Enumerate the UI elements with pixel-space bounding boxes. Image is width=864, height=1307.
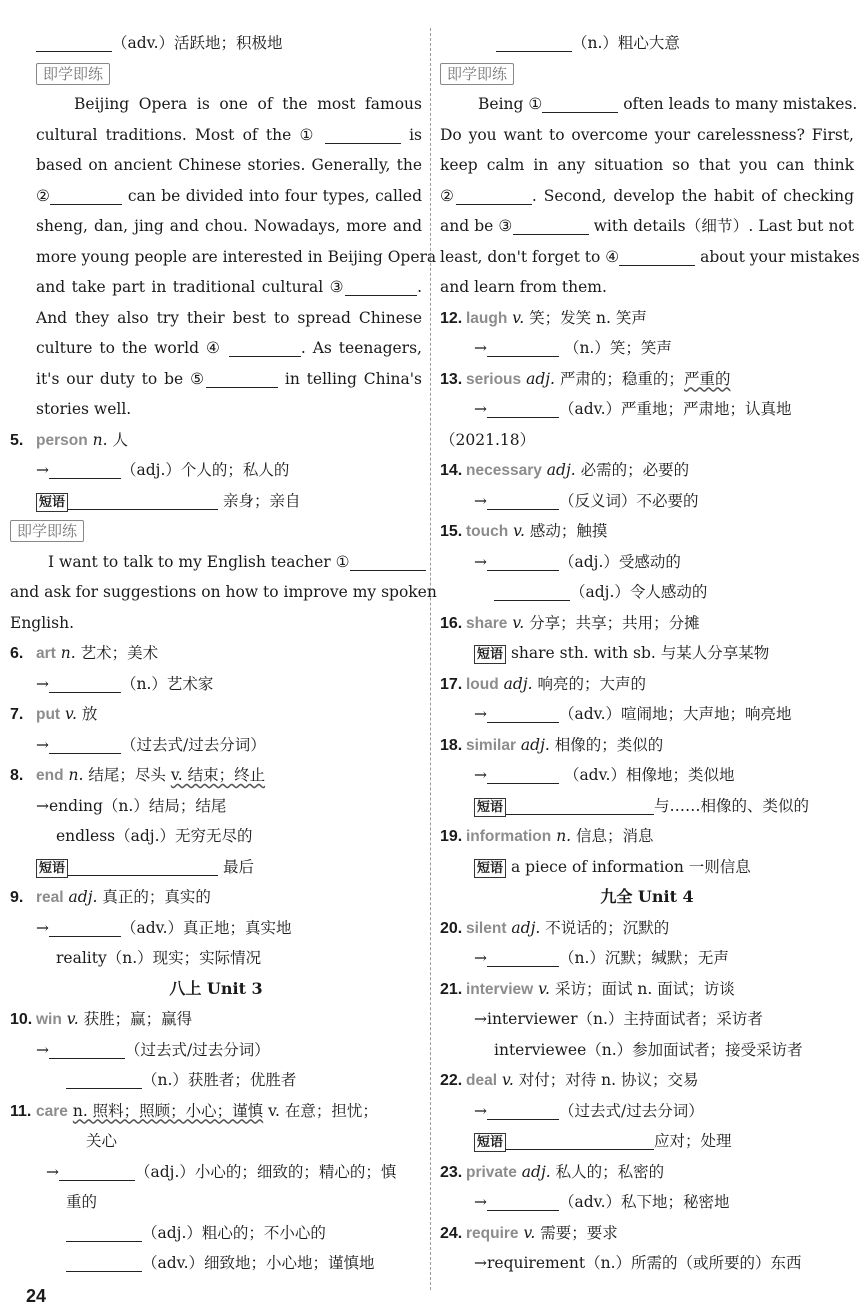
phrase-label: 短语 (474, 859, 506, 878)
vocab-item-13: 13. serious adj. 严肃的；稳重的；严重的 (440, 369, 731, 388)
vocab-item-19: 19. information n. 信息；消息 (440, 827, 654, 845)
vocab-item-21: 21. interview v. 采访；面试 n. 面试；访谈 (440, 979, 735, 998)
answer-blank-2[interactable] (50, 186, 122, 205)
answer-blank[interactable] (487, 552, 559, 571)
answer-blank[interactable] (487, 491, 559, 510)
answer-blank[interactable] (36, 33, 112, 52)
page-number: 24 (26, 1286, 47, 1306)
answer-blank[interactable] (487, 1192, 559, 1211)
answer-blank[interactable] (49, 460, 121, 479)
carelessness-passage: Being ① often leads to many mistakes. Do you want to overcome your carelessness? First, keep calm in any situation so that you can think ② . Second, develop the habit of checking and be ③ with details（细节）. Last but not least, don't forget to ④ about your mistakes and learn from them. (440, 95, 860, 296)
vocab-item-17: 17. loud adj. 响亮的；大声的 (440, 674, 647, 693)
vocab-item-8: 8. end n. 结尾；尽头 v. 结束；终止 (10, 766, 266, 784)
phrase-label: 短语 (474, 798, 506, 817)
practice-tag-row-2 (10, 516, 422, 547)
item-11-n-line: （n.）粗心大意 (440, 28, 854, 59)
vocab-item-24: 24. require v. 需要；要求 (440, 1223, 618, 1242)
answer-blank[interactable] (68, 491, 218, 510)
answer-blank-3[interactable] (513, 216, 589, 235)
vocab-item-11: 11. care n. 照料；照顾；小心；谨慎 v. 在意；担忧； (10, 1101, 378, 1120)
vocab-item-10: 10. win v. 获胜；赢；赢得 (10, 1010, 193, 1028)
practice-tag-row-3 (440, 59, 854, 90)
vocab-item-12: 12. laugh v. 笑；发笑 n. 笑声 (440, 308, 647, 327)
vocab-item-14: 14. necessary adj. 必需的；必要的 (440, 461, 690, 479)
answer-blank-1[interactable] (325, 125, 401, 144)
answer-blank-1[interactable] (542, 94, 618, 113)
vocab-item-5: 5. person n. 人 (10, 430, 128, 449)
unit-heading: 八上 Unit 3 (169, 978, 263, 998)
vocab-item-9: 9. real adj. 真正的；真实的 (10, 888, 211, 906)
answer-blank-3[interactable] (345, 277, 417, 296)
answer-blank[interactable] (487, 338, 559, 357)
answer-blank[interactable] (49, 918, 121, 937)
phrase-label: 短语 (36, 859, 68, 878)
unit-heading: 九全 Unit 4 (600, 887, 694, 906)
column-divider (430, 28, 431, 1290)
item-4-adv-line: （adv.）活跃地；积极地 (10, 28, 422, 59)
practice-tag: 即学即练 (440, 63, 514, 85)
answer-blank[interactable] (59, 1162, 135, 1181)
phrase-label: 短语 (36, 493, 68, 512)
answer-blank[interactable] (68, 857, 218, 876)
answer-blank[interactable] (66, 1070, 142, 1089)
answer-blank[interactable] (506, 1131, 654, 1150)
phrase-label: 短语 (474, 645, 506, 664)
answer-blank[interactable] (487, 1101, 559, 1120)
answer-blank[interactable] (49, 735, 121, 754)
answer-blank-4[interactable] (229, 338, 301, 357)
answer-blank[interactable] (487, 765, 559, 784)
vocab-item-18: 18. similar adj. 相像的；类似的 (440, 735, 664, 754)
answer-blank[interactable] (487, 704, 559, 723)
practice-tag-row (10, 59, 422, 90)
answer-blank-1[interactable] (350, 552, 426, 571)
answer-blank[interactable] (66, 1253, 142, 1272)
answer-blank[interactable] (487, 948, 559, 967)
answer-blank-2[interactable] (456, 186, 532, 205)
vocab-item-15: 15. touch v. 感动；触摸 (440, 522, 608, 540)
practice-tag: 即学即练 (10, 520, 84, 542)
answer-blank[interactable] (487, 399, 559, 418)
answer-blank[interactable] (66, 1223, 142, 1242)
answer-blank[interactable] (496, 33, 572, 52)
answer-blank[interactable] (506, 796, 654, 815)
answer-blank-4[interactable] (619, 247, 695, 266)
teacher-passage: I want to talk to my English teacher ① and ask for suggestions on how to improve my spoken English. (10, 552, 437, 632)
vocab-item-20: 20. silent adj. 不说话的；沉默的 (440, 918, 670, 937)
answer-blank[interactable] (494, 582, 570, 601)
vocab-item-6: 6. art n. 艺术；美术 (10, 644, 159, 662)
left-column: （adv.）活跃地；积极地 即学即练 Beijing Opera is one of the most famous cultural traditions. Most of the ① is based on ancient Chinese stories. Generally, the ② can be divided into four types, called sheng, dan, jing and chou. Nowadays, more and more young people are interested in Beijing Opera and take part in traditional cultural ③ . And they also try their best to spread Chinese culture to the world ④ . As teenagers, it's our duty to be ⑤ in telling China's stories well. 5. person n. 人 → （adj.）个人的；私人的 短语 亲身；亲自 即学即练 I want to talk to my English teacher ① and ask for suggestions on how to improve my spoken English. 6. art n. 艺术；美术 → （n.）艺术家 7. put v. 放 → （过去式/过去分词） 8. end n. 结尾；尽头 v. 结束；终止 →ending（n.）结局；结尾 endless（adj.）无穷无尽的 短语 最后 9. real adj. 真正的；真实的 → （adv.）真正地；真实地 reality（n.）现实；实际情况 八上 Unit 3 10. win v. 获胜；赢；赢得 → （过去式/过去分词） （n.）获胜者；优胜者 11. care n. 照料；照顾；小心；谨慎 v. 在意；担忧； 关心 → （adj.）小心的；细致的；精心的；慎 重的 （adj.）粗心的；不小心的 （adv.）细致地；小心地；谨慎地 (10, 28, 422, 1279)
phrase-label: 短语 (474, 1133, 506, 1152)
vocab-item-23: 23. private adj. 私人的；私密的 (440, 1162, 665, 1181)
answer-blank[interactable] (49, 674, 121, 693)
answer-blank[interactable] (49, 1040, 125, 1059)
answer-blank-5[interactable] (206, 369, 278, 388)
right-column: （n.）粗心大意 即学即练 Being ① often leads to many mistakes. Do you want to overcome your carelessness? First, keep calm in any situation so that you can think ② . Second, develop the habit of checking and be ③ with details（细节）. Last but not least, don't forget to ④ about your mistakes and learn from them. 12. laugh v. 笑；发笑 n. 笑声 → （n.）笑；笑声 13. serious adj. 严肃的；稳重的；严重的 → （adv.）严重地；严肃地；认真地 （2021.18） 14. necessary adj. 必需的；必要的 → （反义词）不必要的 15. touch v. 感动；触摸 → （adj.）受感动的 （adj.）令人感动的 16. share v. 分享；共享；共用；分摊 短语 share sth. with sb. 与某人分享某物 17. loud adj. 响亮的；大声的 → （adv.）喧闹地；大声地；响亮地 18. similar adj. 相像的；类似的 → （adv.）相像地；类似地 短语 与……相像的、类似的 19. information n. 信息；消息 短语 a piece of information 一则信息 九全 Unit 4 20. silent adj. 不说话的；沉默的 → （n.）沉默；缄默；无声 21. interview v. 采访；面试 n. 面试；访谈 →interviewer（n.）主持面试者；采访者 interviewee（n.）参加面试者；接受采访者 22. deal v. 对付；对待 n. 协议；交易 → （过去式/过去分词） 短语 应对；处理 23. private adj. 私人的；私密的 → （adv.）私下地；秘密地 24. require v. 需要；要求 →requirement（n.）所需的（或所要的）东西 (440, 28, 854, 1279)
beijing-opera-passage: Beijing Opera is one of the most famous cultural traditions. Most of the ① is based on ancient Chinese stories. Generally, the ② can be divided into four types, called sheng, dan, jing and chou. Nowadays, more and more young people are interested in Beijing Opera and take part in traditional cultural ③ . And they also try their best to spread Chinese culture to the world ④ . As teenagers, it's our duty to be ⑤ in telling China's stories well. (36, 95, 437, 418)
vocab-item-7: 7. put v. 放 (10, 705, 98, 723)
vocab-item-22: 22. deal v. 对付；对待 n. 协议；交易 (440, 1071, 699, 1089)
practice-tag: 即学即练 (36, 63, 110, 85)
vocab-item-16: 16. share v. 分享；共享；共用；分摊 (440, 613, 700, 632)
